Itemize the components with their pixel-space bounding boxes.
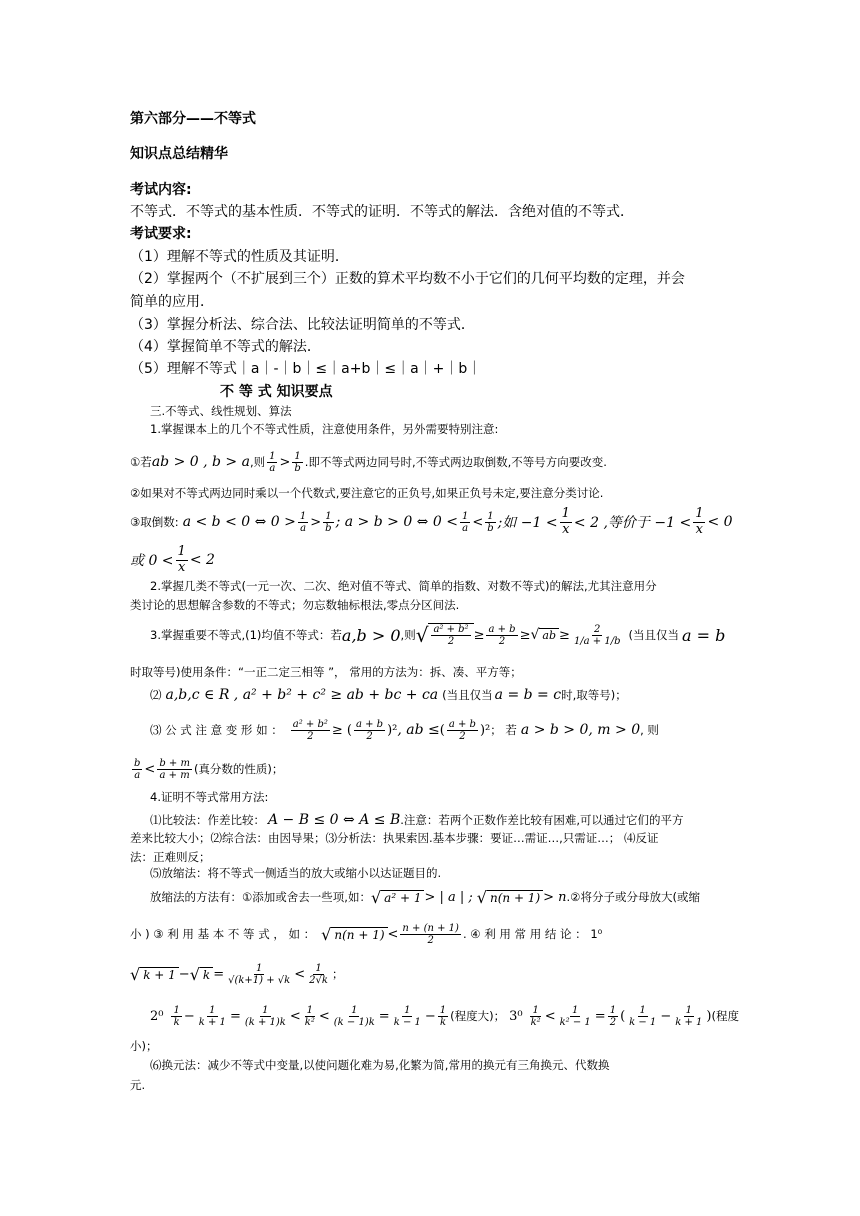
fraction: $\frac{1}{x}$ bbox=[177, 544, 186, 575]
requirement-item: （5）理解不等式｜a｜-｜b｜≤｜a+b｜≤｜a｜+｜b｜ bbox=[130, 361, 482, 377]
telescoping-row: 2⁰ $\frac{1}{k}$ − $\frac{1}{k + 1}$ = $\frac{1}{(k + 1)k}$ < $\frac{1}{\text{k²}}$ < $\frac{1}{(k - 1)k}$ = $\frac{1}{k - 1}$ − $\frac{1}{k}$ (程度大)； 3⁰ $\frac{1}{\text{k²}}$ < $\frac{1}{\text{k² − 1}}$ = $\frac{1}{2}$ ( $\frac{1}{k - 1}$ − $\frac{1}{k + 1}$ ) (程度 bbox=[150, 1004, 739, 1028]
math: > n bbox=[543, 889, 567, 905]
fraction: $\frac{1}{b}$ bbox=[294, 450, 301, 474]
requirement-item: 简单的应用． bbox=[130, 294, 214, 310]
paragraph: ⑹换元法：减少不等式中变量,以使问题化难为易,化繁为简,常用的换元有三角换元、代数换 bbox=[150, 1058, 610, 1072]
fraction: $\frac{1}{2√k}$ bbox=[309, 962, 328, 986]
math: < 2 ,等价于 −1 < bbox=[573, 515, 692, 531]
text: (真分数的性质)； bbox=[193, 762, 284, 776]
math: = bbox=[213, 966, 225, 982]
property-reciprocal-row: ①若 ab > 0 , b > a ,则 $\frac{1}{a}$ > $\frac{1}{b}$ .即不等式两边同号时,不等式两边取倒数,不等号方向要改变. bbox=[130, 450, 607, 474]
math: a > b > 0, m > 0 bbox=[520, 722, 641, 738]
text: ,则 bbox=[249, 455, 266, 469]
math: < 0 bbox=[707, 514, 733, 530]
text: ⑵ bbox=[150, 688, 162, 702]
requirement-item: （4）掌握简单不等式的解法． bbox=[130, 339, 321, 355]
math: < 2 bbox=[189, 552, 215, 568]
text: .注意：若两个正数作差比较有困难,可以通过它们的平方 bbox=[400, 813, 684, 827]
math-condition: a,b > 0 bbox=[341, 625, 401, 645]
paragraph: ②如果对不等式两边同时乘以一个代数式,要注意它的正负号,如果正负号未定,要注意分类讨论. bbox=[130, 486, 604, 500]
three-var-inequality-row bbox=[150, 684, 627, 706]
fraction: $\frac{a + b}{2}$ bbox=[448, 718, 476, 742]
basic-inequality-row: 小 ) ③ 利 用 基 本 不 等 式 ， 如 ： √ n(n + 1) < $\frac{n + (n + 1)}{2}$ . ④ 利 用 常 用 结 论 ： 1⁰ bbox=[130, 922, 603, 946]
text: ⑴比较法：作差比较： bbox=[150, 813, 265, 827]
math: 或 0 < bbox=[130, 553, 174, 569]
text: ③取倒数: bbox=[130, 515, 179, 529]
math: > | a | ; bbox=[424, 889, 473, 905]
paragraph: 差来比较大小；⑵综合法：由因导果；⑶分析法：执果索因.基本步骤：要证…需证…,只需证…； ⑷反证 bbox=[130, 831, 659, 845]
text: ①若 bbox=[130, 455, 152, 469]
math: ;如 −1 < bbox=[497, 515, 558, 531]
text: . ④ 利 用 常 用 结 论 ： 1⁰ bbox=[462, 927, 603, 941]
fraction: $\frac{1}{a}$ bbox=[269, 450, 276, 474]
sqrt-difference-row: √ k + 1 − √ k = $\frac{1}{√(k+1) + √k}$ < $\frac{1}{2√k}$ ； bbox=[130, 962, 344, 986]
key-points-subheading: 三.不等式、线性规划、算法 bbox=[150, 404, 292, 418]
section-title: 知识点总结精华 bbox=[130, 146, 228, 162]
math: a = b = c bbox=[494, 687, 562, 703]
text: 小 ) ③ 利 用 基 本 不 等 式 ， 如 ： bbox=[130, 927, 316, 941]
reciprocal-row: ③取倒数: a < b < 0 ⇔ 0 > $\frac{1}{a}$ > $\frac{1}{b}$ ; a > b > 0 ⇔ 0 < $\frac{1}{a}$ < $\frac{1}{b}$ ;如 −1 < $\frac{1}{x}$ < 2 ,等价于 −1 < $\frac{1}{x}$ < 0 bbox=[130, 506, 733, 537]
sqrt-term: $\frac{\text{a² + b²}}{2}$ bbox=[428, 623, 473, 647]
math: 3⁰ bbox=[509, 1008, 523, 1024]
reciprocal-or-row bbox=[130, 542, 215, 578]
proper-fraction-row: $\frac{b}{a}$ < $\frac{b + m}{a + m}$ (真分数的性质)； bbox=[134, 757, 284, 781]
key-points-heading: 不 等 式 知识要点 bbox=[220, 384, 333, 400]
math: ; a > b > 0 ⇔ 0 < bbox=[335, 514, 458, 530]
fraction: $\frac{2}{1/a + 1/b}$ bbox=[573, 623, 621, 647]
fraction: $\frac{a + b}{2}$ bbox=[488, 623, 516, 647]
math: a < b < 0 ⇔ 0 > bbox=[182, 514, 296, 530]
paragraph: 法：正难则反； bbox=[130, 850, 211, 864]
fraction: $\frac{1}{a}$ bbox=[461, 510, 469, 534]
text: ⑶ 公 式 注 意 变 形 如 ： bbox=[150, 723, 283, 737]
text: ； 若 bbox=[490, 723, 517, 737]
math: 2⁰ bbox=[150, 1008, 164, 1024]
text: 3.掌握重要不等式,(1)均值不等式：若 bbox=[150, 628, 342, 642]
fraction: $\frac{1}{b}$ bbox=[325, 510, 332, 534]
exam-content-heading: 考试内容: bbox=[130, 182, 192, 198]
text: 放缩法的方法有：①添加或舍去一些项,如： bbox=[150, 890, 371, 904]
paragraph: 元. bbox=[130, 1078, 146, 1092]
paragraph: 4.证明不等式常用方法: bbox=[150, 790, 269, 804]
fraction: $\frac{1}{a}$ bbox=[299, 510, 307, 534]
fraction: $\frac{b}{a}$ bbox=[134, 757, 141, 781]
fraction: $\frac{a + b}{2}$ bbox=[355, 718, 384, 742]
requirement-item: （1）理解不等式的性质及其证明． bbox=[130, 249, 349, 265]
fraction: $\frac{1}{x}$ bbox=[561, 506, 570, 537]
paragraph: 时取等号)使用条件：“一正二定三相等 ”， 常用的方法为：拆、凑、平方等； bbox=[130, 665, 522, 679]
comparison-method-row bbox=[150, 809, 684, 831]
text: 时,取等号)； bbox=[561, 688, 627, 702]
text: (程度 bbox=[711, 1009, 739, 1023]
text: ,则 bbox=[400, 628, 416, 642]
paragraph: 2.掌握几类不等式(一元一次、二次、绝对值不等式、简单的指数、对数不等式)的解法,尤其注意用分 bbox=[150, 579, 657, 593]
fraction: $\frac{1}{b}$ bbox=[487, 510, 494, 534]
text: , 则 bbox=[640, 723, 659, 737]
fraction: $\frac{1}{x}$ bbox=[695, 506, 704, 537]
requirement-item: （3）掌握分析法、综合法、比较法证明简单的不等式． bbox=[130, 317, 475, 333]
text: .②将分子或分母放大(或缩 bbox=[566, 890, 700, 904]
scaling-method-row: 放缩法的方法有：①添加或舍去一些项,如： √ a² + 1 > | a | ; √ n(n + 1) > n .②将分子或分母放大(或缩 bbox=[150, 887, 700, 907]
fraction: $\frac{n + (n + 1)}{2}$ bbox=[402, 922, 459, 946]
page-title: 第六部分——不等式 bbox=[130, 111, 256, 127]
math: A − B ≤ 0 ⇔ A ≤ B bbox=[268, 812, 401, 828]
math-condition: ab > 0 , b > a bbox=[151, 454, 250, 470]
fraction: $\frac{b + m}{a + m}$ bbox=[159, 757, 190, 781]
requirement-item: （2）掌握两个（不扩展到三个）正数的算术平均数不小于它们的几何平均数的定理，并会 bbox=[130, 271, 685, 287]
text: .即不等式两边同号时,不等式两边取倒数,不等号方向要改变. bbox=[304, 455, 607, 469]
exam-content-text: 不等式．不等式的基本性质．不等式的证明．不等式的解法．含绝对值的不等式． bbox=[130, 204, 634, 220]
mean-inequality-row: 3.掌握重要不等式,(1)均值不等式：若 a,b > 0 ,则 √ $\frac{\text{a² + b²}}{2}$ ≥ $\frac{a + b}{2}$ ≥ √ ab ≥ $\frac{2}{1/a + 1/b}$ (当且仅当 a = b bbox=[150, 623, 726, 647]
math: , ab ≤ bbox=[397, 722, 440, 738]
paragraph: 类讨论的思想解含参数的不等式；勿忘数轴标根法,零点分区间法. bbox=[130, 598, 460, 612]
text: (当且仅当 bbox=[628, 628, 679, 642]
fraction: $\frac{1}{√(k+1) + √k}$ bbox=[228, 962, 291, 986]
paragraph: 小)； bbox=[130, 1039, 158, 1053]
exam-requirements-heading: 考试要求: bbox=[130, 226, 192, 242]
paragraph: 1.掌握课本上的几个不等式性质，注意使用条件，另外需要特别注意: bbox=[150, 422, 499, 436]
math: < bbox=[294, 966, 306, 982]
paragraph: ⑸放缩法：将不等式一侧适当的放大或缩小以达证题目的. bbox=[150, 866, 442, 880]
math: a,b,c ∈ R , a² + b² + c² ≥ ab + bc + ca bbox=[165, 687, 439, 703]
fraction: $\frac{\text{a² + b²}}{2}$ bbox=[292, 718, 328, 742]
math: a = b bbox=[682, 625, 726, 645]
text: (程度大)； bbox=[450, 1009, 506, 1023]
formula-variant-row: ⑶ 公 式 注 意 变 形 如 ： $\frac{\text{a² + b²}}{2}$ ≥ ( $\frac{a + b}{2}$ )² , ab ≤ ( $\frac{a + b}{2}$ )² ； 若 a > b > 0, m > 0 , 则 bbox=[150, 718, 659, 742]
text: (当且仅当 bbox=[442, 688, 493, 702]
